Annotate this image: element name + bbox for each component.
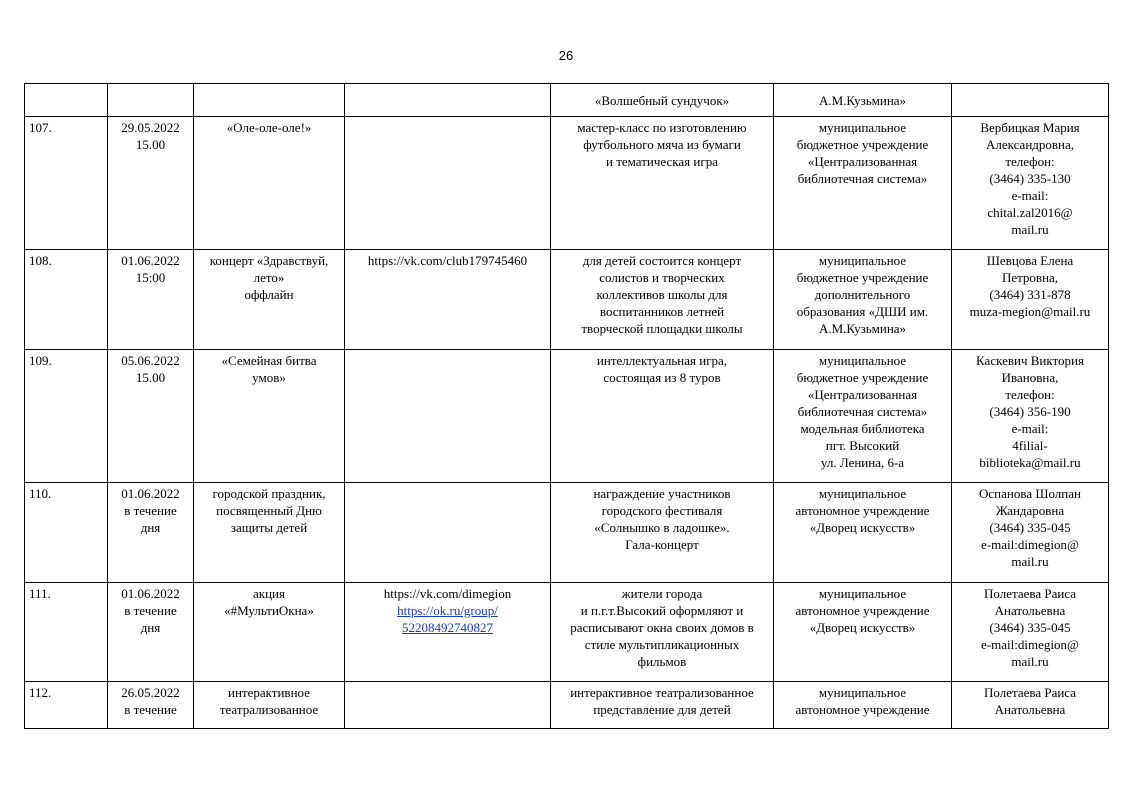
cell-title: «Оле-оле-оле!» <box>194 117 345 250</box>
cell-organizer: муниципальное бюджетное учреждение дополнительного образования «ДШИ им. А.М.Кузьмина» <box>774 250 952 350</box>
cell-number: 111. <box>25 583 108 682</box>
cell-date: 01.06.2022 15:00 <box>108 250 194 350</box>
cell-link <box>345 350 551 483</box>
cell-link <box>345 117 551 250</box>
cell-number: 107. <box>25 117 108 250</box>
table-row <box>25 483 1109 583</box>
cell-date: 05.06.2022 15.00 <box>108 350 194 483</box>
cell-organizer: муниципальное бюджетное учреждение «Централизованная библиотечная система» <box>774 117 952 250</box>
cell-contact: Полетаева Раиса Анатольевна <box>952 682 1109 729</box>
cell-contact: Оспанова Шолпан Жандаровна (3464) 335-045 e-mail:dimegion@ mail.ru <box>952 483 1109 583</box>
cell-contact: Полетаева Раиса Анатольевна (3464) 335-045 e-mail:dimegion@ mail.ru <box>952 583 1109 682</box>
cell-contact: Шевцова Елена Петровна, (3464) 331-878 muza-megion@mail.ru <box>952 250 1109 350</box>
table-row <box>25 250 1109 350</box>
cell-date: 29.05.2022 15.00 <box>108 117 194 250</box>
cell-link <box>345 84 551 117</box>
cell-title: «Семейная битва умов» <box>194 350 345 483</box>
cell-title <box>194 84 345 117</box>
cell-link <box>345 250 551 350</box>
cell-link <box>345 483 551 583</box>
cell-description: жители города и п.г.т.Высокий оформляют и расписывают окна своих домов в стиле мультипликационных фильмов <box>551 583 774 682</box>
cell-number: 108. <box>25 250 108 350</box>
cell-description: награждение участников городского фестиваля «Солнышко в ладошке». Гала-концерт <box>551 483 774 583</box>
cell-number: 110. <box>25 483 108 583</box>
vk-link[interactable]: https://vk.com/dimegion <box>383 586 512 601</box>
cell-title: городской праздник, посвященный Дню защиты детей <box>194 483 345 583</box>
cell-contact <box>952 84 1109 117</box>
page-number: 26 <box>558 48 574 63</box>
table-row <box>25 84 1109 117</box>
cell-date: 26.05.2022 в течение <box>108 682 194 729</box>
cell-title: интерактивное театрализованное <box>194 682 345 729</box>
cell-description: интерактивное театрализованное представление для детей <box>551 682 774 729</box>
table-row <box>25 583 1109 682</box>
cell-title: акция «#МультиОкна» <box>194 583 345 682</box>
cell-organizer: муниципальное автономное учреждение <box>774 682 952 729</box>
cell-description: интеллектуальная игра, состоящая из 8 туров <box>551 350 774 483</box>
events-table <box>24 83 1109 729</box>
cell-date: 01.06.2022 в течение дня <box>108 483 194 583</box>
cell-organizer: муниципальное автономное учреждение «Дворец искусств» <box>774 483 952 583</box>
cell-contact: Каскевич Виктория Ивановна, телефон: (3464) 356-190 e-mail: 4filial- biblioteka@mail.ru <box>952 350 1109 483</box>
vk-link[interactable]: https://vk.com/club179745460 <box>367 253 528 268</box>
table-row <box>25 350 1109 483</box>
cell-number: 112. <box>25 682 108 729</box>
cell-organizer: муниципальное автономное учреждение «Дворец искусств» <box>774 583 952 682</box>
ok-group-link[interactable]: https://ok.ru/group/ 52208492740827 <box>397 603 498 635</box>
cell-date: 01.06.2022 в течение дня <box>108 583 194 682</box>
cell-title: концерт «Здравствуй, лето» оффлайн <box>194 250 345 350</box>
cell-contact: Вербицкая Мария Александровна, телефон: (3464) 335-130 e-mail: chital.zal2016@ mail.ru <box>952 117 1109 250</box>
cell-date <box>108 84 194 117</box>
cell-description: мастер-класс по изготовлению футбольного мяча из бумаги и тематическая игра <box>551 117 774 250</box>
cell-description: «Волшебный сундучок» <box>551 84 774 117</box>
cell-description: для детей состоится концерт солистов и творческих коллективов школы для воспитанников летней творческой площадки школы <box>551 250 774 350</box>
table-row <box>25 117 1109 250</box>
cell-organizer: муниципальное бюджетное учреждение «Централизованная библиотечная система» модельная библиотека пгт. Высокий ул. Ленина, 6-а <box>774 350 952 483</box>
cell-organizer: А.М.Кузьмина» <box>774 84 952 117</box>
cell-number: 109. <box>25 350 108 483</box>
cell-number <box>25 84 108 117</box>
cell-link <box>345 682 551 729</box>
table-row <box>25 682 1109 729</box>
cell-link <box>345 583 551 682</box>
